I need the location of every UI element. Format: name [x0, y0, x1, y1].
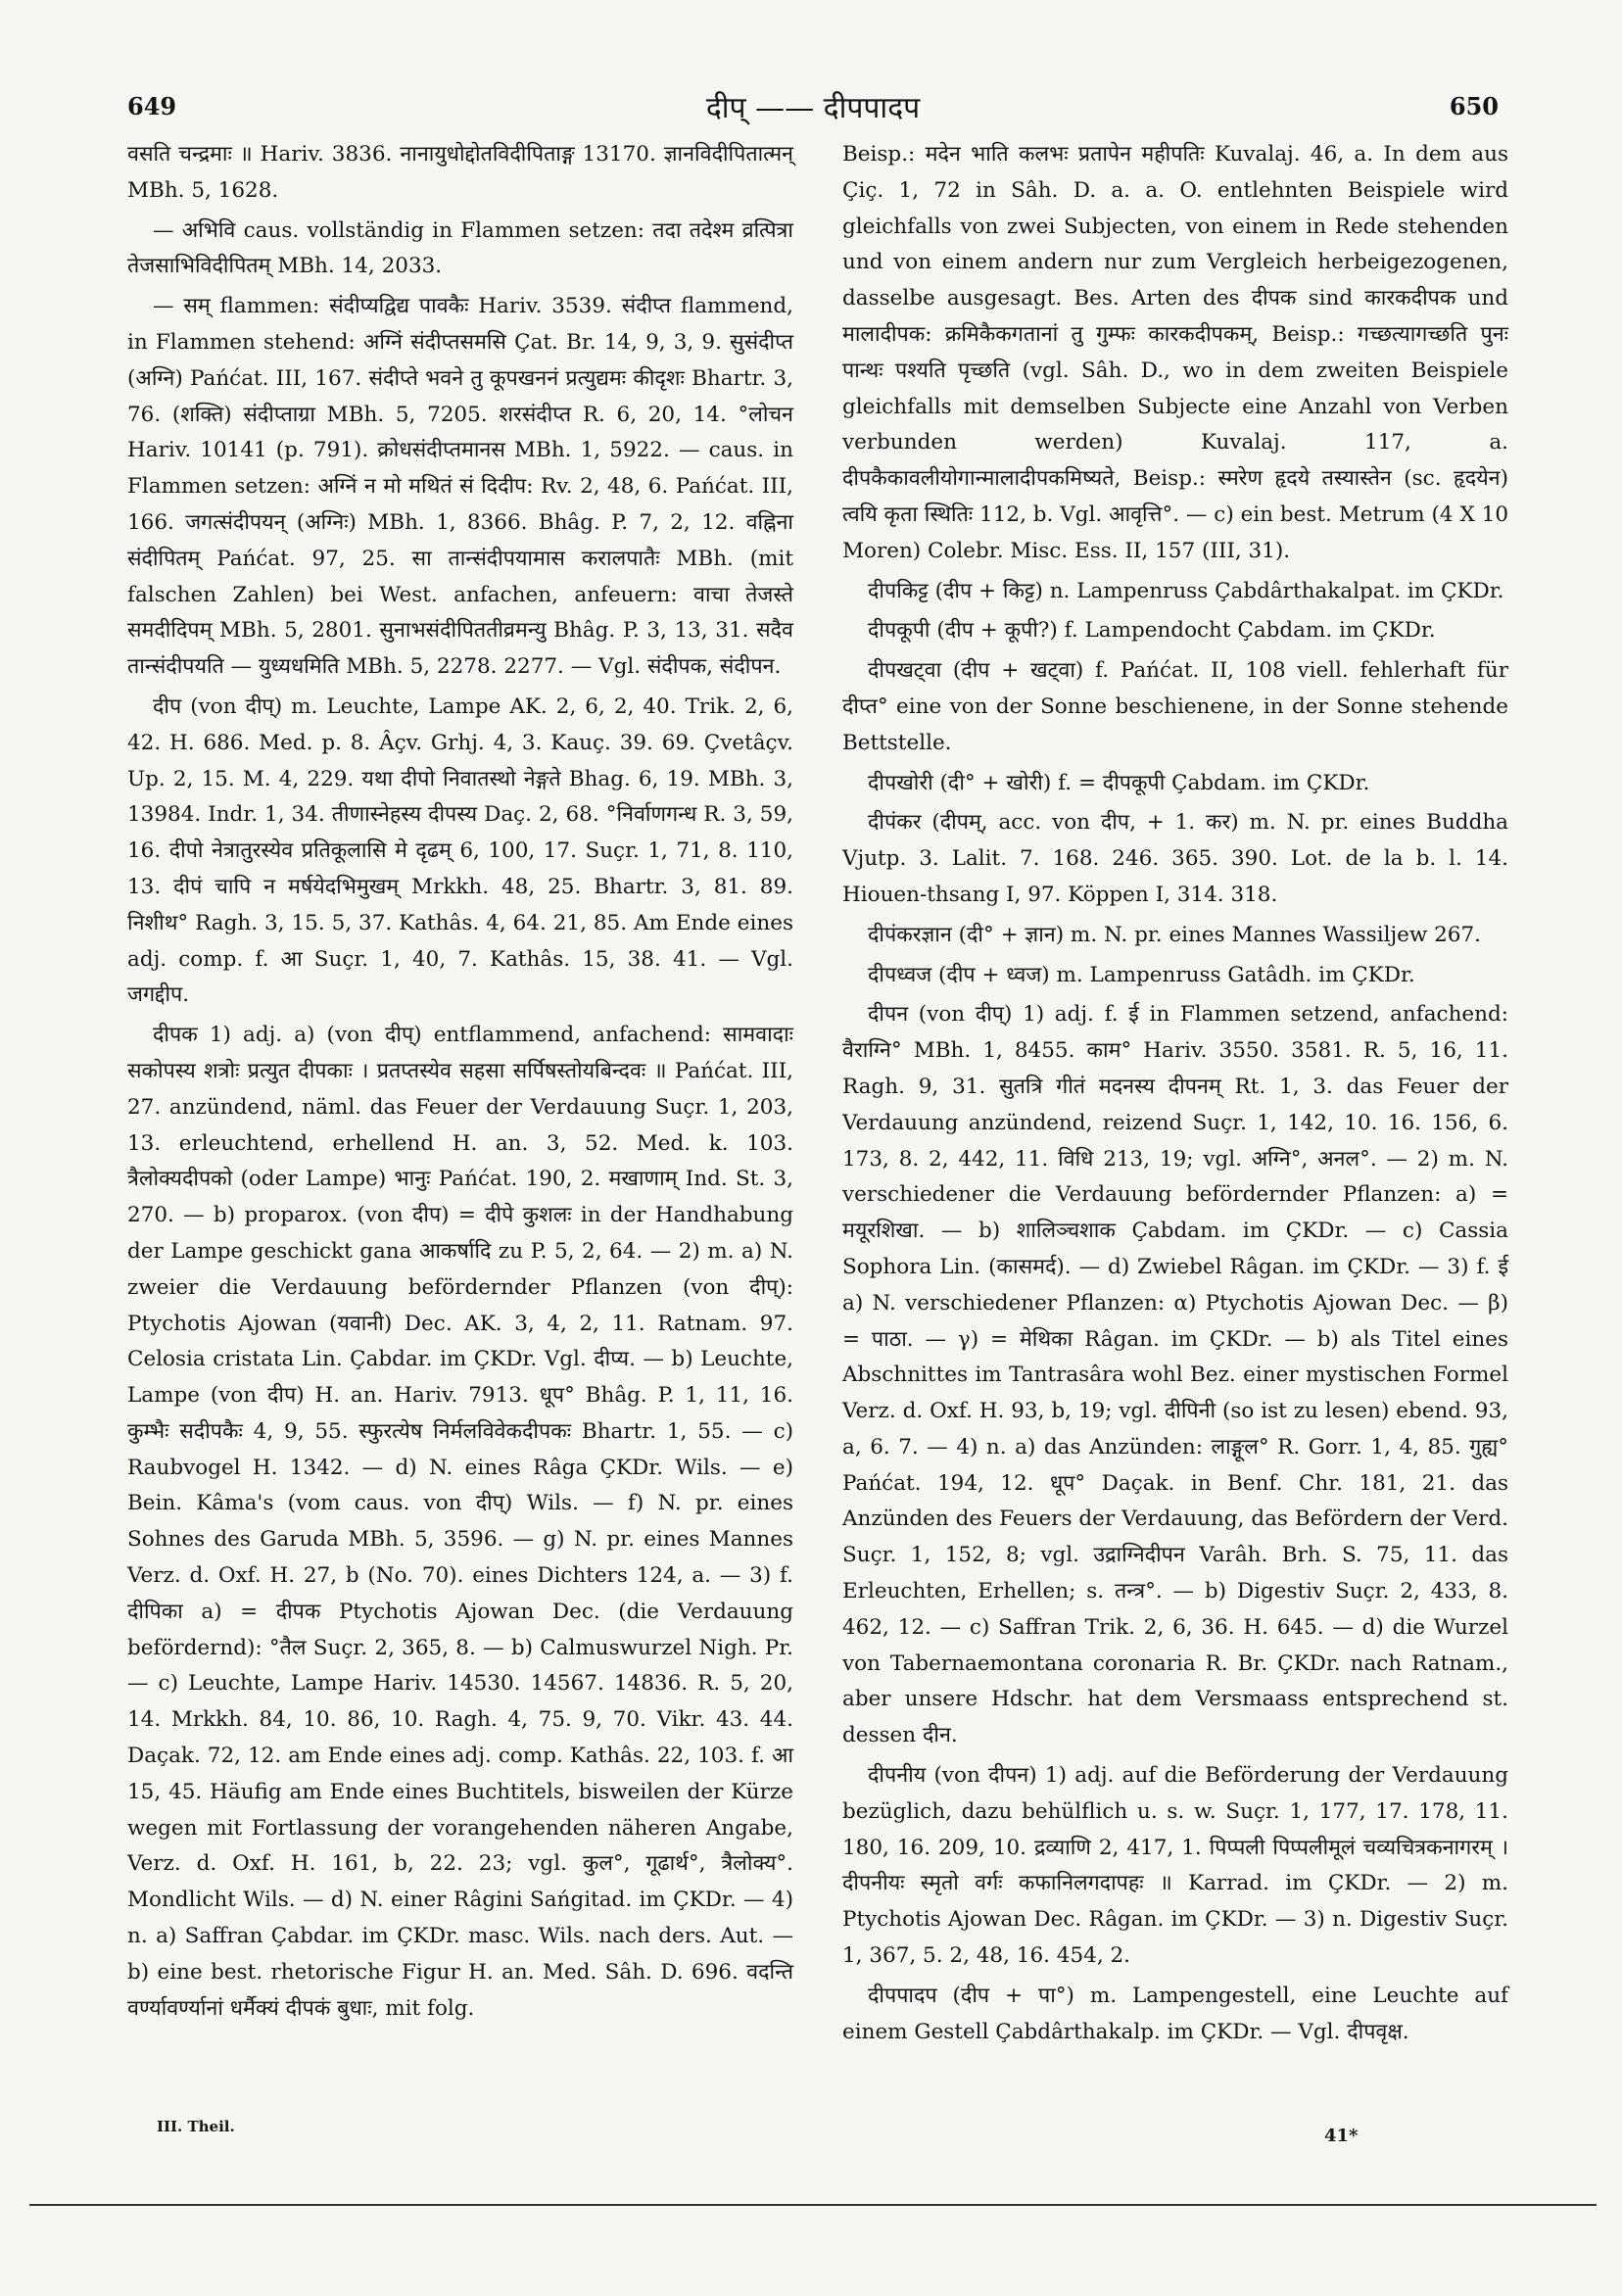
entry-dipakitta: दीपकिट्ट (दीप + किट्ट) n. Lampenruss Çabdârthakalpat. im ÇKDr. — [868, 578, 1504, 603]
page-number-left: 649 — [127, 92, 177, 120]
signature-mark: 41* — [1324, 2126, 1359, 2146]
entry-dipana: दीपन (von दीप्) 1) adj. f. ई in Flammen setzend, anfachend: वैराग्नि° MBh. 1, 8455. काम° Hariv. 3550. 3581. R. 5, 16, 11. Ragh. 9, 31. सुतत्रि गीतं मदनस्य दीपनम् Rt. 1, 3. das Feuer der Verdauung anzündend, reizend Suçr. 1, 142, 10. 16. 156, 6. 173, 8. 2, 442, 11. विधि 213, 19; vgl. अग्नि°, अनल°. — 2) m. N. verschiedener die Verdauung befördernder Pflanzen: a) = मयूरशिखा. — b) शालिञ्चशाक Çabdam. im ÇKDr. — c) Cassia Sophora Lin. (कासमर्द). — d) Zwiebel Râgan. im ÇKDr. — 3) f. ई a) N. verschiedener Pflanzen: α) Ptychotis Ajowan Dec. — β) = पाठा. — γ) = मेथिका Râgan. im ÇKDr. — b) als Titel eines Abschnittes im Tantrasâra wohl Bez. einer mystischen Formel Verz. d. Oxf. H. 93, b, 19; vgl. दीपिनी (so ist zu lesen) ebend. 93, a, 6. 7. — 4) n. a) das Anzünden: लाङ्गूल° R. Gorr. 1, 4, 85. गुह्य° Pańćat. 194, 12. धूप° Daçak. in Benf. Chr. 181, 21. das Anzünden des Feuers der Verdauung, das Befördern der Verd. Suçr. 1, 152, 8; vgl. उद्राग्निदीपन Varâh. Brh. S. 75, 11. das Erleuchten, Erhellen; s. तन्त्र°. — b) Digestiv Suçr. 2, 433, 8. 462, 12. — c) Saffran Trik. 2, 6, 36. H. 645. — d) die Wurzel von Tabernaemontana coronaria R. Br. ÇKDr. nach Ratnam., aber unsere Hdschr. hat dem Versmaass entsprechend st. dessen दीन. — [842, 1002, 1508, 1748]
entry-continuation: वसति चन्द्रमाः ॥ Hariv. 3836. नानायुधोद्दोतविदीपिताङ्ग 13170. ज्ञानविदीपितात्मन् MBh. 5, 1628. — [127, 142, 793, 203]
entry-dipaka-continued: Beisp.: मदेन भाति कलभः प्रतापेन महीपतिः Kuvalaj. 46, a. In dem aus Çiç. 1, 72 in Sâh. D. a. a. O. entlehnten Beispiele wird gleichfalls von zwei Subjecten, von einem in Rede stehenden und von einem andern nur zum Vergleich herbeigezogenen, dasselbe ausgesagt. Bes. Arten des दीपक sind कारकदीपक und मालादीपक: क्रमिकैकगतानां तु गुम्फः कारकदीपकम्, Beisp.: गच्छत्यागच्छति पुनः पान्थः पश्यति पृच्छति (vgl. Sâh. D., wo in dem zweiten Beispiele gleichfalls mit demselben Subjecte eine Anzahl von Verben verbunden werden) Kuvalaj. 117, a. दीपकैकावलीयोगान्मालादीपकमिष्यते, Beisp.: स्मरेण हृदये तस्यास्तेन (sc. हृदयेन) त्वयि कृता स्थितिः 112, b. Vgl. आवृत्ति°. — c) ein best. Metrum (4 X 10 Moren) Colebr. Misc. Ess. II, 157 (III, 31). — [842, 142, 1508, 563]
entry-dipa: दीप (von दीप्) m. Leuchte, Lampe AK. 2, 6, 2, 40. Trik. 2, 6, 42. H. 686. Med. p. 8. Âçv. Grhj. 4, 3. Kauç. 39. 69. Çvetâçv. Up. 2, 15. M. 4, 229. यथा दीपो निवातस्थो नेङ्गते Bhag. 6, 19. MBh. 3, 13984. Indr. 1, 34. तीणास्नेहस्य दीपस्य Daç. 2, 68. °निर्वाणगन्ध R. 3, 59, 16. दीपो नेत्रातुरस्येव प्रतिकूलासि मे दृढम् 6, 100, 17. Suçr. 1, 71, 8. 110, 13. दीपं चापि न मर्षयेदभिमुखम् Mrkkh. 48, 25. Bhartr. 3, 81. 89. निशीथ° Ragh. 3, 15. 5, 37. Kathâs. 4, 64. 21, 85. Am Ende eines adj. comp. f. आ Suçr. 1, 40, 7. Kathâs. 15, 38. 41. — Vgl. जगद्दीप. — [127, 694, 793, 1008]
right-column — [842, 137, 1508, 2054]
entry-sam: — सम् flammen: संदीप्यद्विद्य पावकैः Hariv. 3539. संदीप्त flammend, in Flammen stehend: अग्निं संदीप्तसमसि Çat. Br. 14, 9, 3, 9. सुसंदीप्त (अग्नि) Pańćat. III, 167. संदीप्ते भवने तु कूपखननं प्रत्युद्यमः कीदृशः Bhartr. 3, 76. (शक्ति) संदीप्ताग्रा MBh. 5, 7205. शरसंदीप्त R. 6, 20, 14. °लोचन Hariv. 10141 (p. 791). क्रोधसंदीप्तमानस MBh. 1, 5922. — caus. in Flammen setzen: अग्निं न मो मथितं सं दिदीप: Rv. 2, 48, 6. Pańćat. III, 166. जगत्संदीपयन् (अग्निः) MBh. 1, 8366. Bhâg. P. 7, 2, 12. वह्निना संदीपितम् Pańćat. 97, 25. सा तान्संदीपयामास करालपातैः MBh. (mit falschen Zahlen) bei West. anfachen, anfeuern: वाचा तेजस्ते समदीदिपम् MBh. 5, 2801. सुनाभसंदीपिततीव्रमन्यु Bhâg. P. 3, 13, 31. सदैव तान्संदीपयति — युध्यधमिति MBh. 5, 2278. 2277. — Vgl. संदीपक, संदीपन. — [127, 294, 793, 680]
bottom-rule — [29, 2204, 1597, 2206]
volume-note: III. Theil. — [157, 2118, 235, 2135]
entry-dipamkara: दीपंकर (दीपम्, acc. von दीप, + 1. कर) m. N. pr. eines Buddha Vjutp. 3. Lalit. 7. 168. 246. 365. 390. Lot. de la b. l. 14. Hiouen-thsang I, 97. Köppen I, 314. 318. — [842, 810, 1508, 907]
entry-dipamkarajnana: दीपंकरज्ञान (दी° + ज्ञान) m. N. pr. eines Mannes Wassiljew 267. — [868, 922, 1481, 947]
page-number-right: 650 — [1449, 92, 1499, 120]
entry-dipakupi: दीपकूपी (दीप + कूपी?) f. Lampendocht Çabdam. im ÇKDr. — [868, 618, 1436, 644]
entry-dipadhvaja: दीपध्वज (दीप + ध्वज) m. Lampenruss Gatâdh. im ÇKDr. — [868, 962, 1415, 987]
entry-abhivi: — अभिवि caus. vollständig in Flammen setzen: तदा तदेश्म व्रत्पित्रा तेजसाभिविदीपितम् MBh. 14, 2033. — [127, 217, 793, 279]
entry-dipapadapa: दीपपादप (दीप + पा°) m. Lampengestell, eine Leuchte auf einem Gestell Çabdârthakalp. im ÇKDr. — Vgl. दीपवृक्ष. — [842, 1983, 1508, 2044]
entry-dipaka: दीपक 1) adj. a) (von दीप्) entflammend, anfachend: सामवादाः सकोपस्य शत्रोः प्रत्युत दीपकाः । प्रतप्तस्येव सहसा सर्पिषस्तोयबिन्दवः ॥ Pańćat. III, 27. anzündend, näml. das Feuer der Verdauung Suçr. 1, 203, 13. erleuchtend, erhellend H. an. 3, 52. Med. k. 103. त्रैलोक्यदीपको (oder Lampe) भानुः Pańćat. 190, 2. मखाणाम् Ind. St. 3, 270. — b) proparox. (von दीप) = दीपे कुशलः in der Handhabung der Lampe geschickt gana आकर्षादि zu P. 5, 2, 64. — 2) m. a) N. zweier die Verdauung befördernder Pflanzen (von दीप्): Ptychotis Ajowan (यवानी) Dec. AK. 3, 4, 2, 11. Ratnam. 97. Celosia cristata Lin. Çabdar. im ÇKDr. Vgl. दीप्य. — b) Leuchte, Lampe (von दीप) H. an. Hariv. 7913. धूप° Bhâg. P. 1, 11, 16. कुम्भैः सदीपकैः 4, 9, 55. स्फुरत्येष निर्मलविवेकदीपकः Bhartr. 1, 55. — c) Raubvogel H. 1342. — d) N. eines Râga ÇKDr. Wils. — e) Bein. Kâma's (vom caus. von दीप्) Wils. — f) N. pr. eines Sohnes des Garuda MBh. 5, 3596. — g) N. pr. eines Mannes Verz. d. Oxf. H. 27, b (No. 70). eines Dichters 124, a. — 3) f. दीपिका a) = दीपक Ptychotis Ajowan Dec. (die Verdauung befördernd): °तैल Suçr. 2, 365, 8. — b) Calmuswurzel Nigh. Pr. — c) Leuchte, Lampe Hariv. 14530. 14567. 14836. R. 5, 20, 14. Mrkkh. 84, 10. 86, 10. Ragh. 4, 75. 9, 70. Vikr. 43. 44. Daçak. 72, 12. am Ende eines adj. comp. Kathâs. 22, 103. f. आ 15, 45. Häufig am Ende eines Buchtitels, bisweilen der Kürze wegen mit Fortlassung der vorangehenden näheren Angabe, Verz. d. Oxf. H. 161, b, 22. 23; vgl. कुल°, गूढार्थ°, त्रैलोक्य°. Mondlicht Wils. — d) N. einer Râgini Sańgitad. im ÇKDr. — 4) n. a) Saffran Çabdar. im ÇKDr. masc. Wils. nach ders. Aut. — b) eine best. rhetorische Figur H. an. Med. Sâh. D. 696. वदन्ति वर्ण्यावर्ण्यानां धर्मैक्यं दीपकं बुधाः, mit folg. — [127, 1023, 793, 2021]
left-column — [127, 137, 793, 2031]
page-header — [127, 78, 1499, 137]
entry-dipaniya: दीपनीय (von दीपन) 1) adj. auf die Beförderung der Verdauung bezüglich, dazu behülflich u. s. w. Suçr. 1, 177, 17. 178, 11. 180, 16. 209, 10. द्रव्याणि 2, 417, 1. पिप्पली पिप्पलीमूलं चव्यचित्रकनागरम् । दीपनीयः स्मृतो वर्गः कफानिलगदापहः ॥ Karrad. im ÇKDr. — 2) m. Ptychotis Ajowan Dec. Râgan. im ÇKDr. — 3) n. Digestiv Suçr. 1, 367, 5. 2, 48, 16. 454, 2. — [842, 1763, 1508, 1969]
running-head: दीप् —— दीपपादप — [705, 91, 921, 125]
entry-dipakhori: दीपखोरी (दी° + खोरी) f. = दीपकूपी Çabdam. im ÇKDr. — [868, 770, 1370, 795]
entry-dipakhatva: दीपखट्वा (दीप + खट्वा) f. Pańćat. II, 108 viell. fehlerhaft für दीप्त° eine von der Sonne beschienene, in der Sonne stehende Bettstelle. — [842, 658, 1508, 755]
